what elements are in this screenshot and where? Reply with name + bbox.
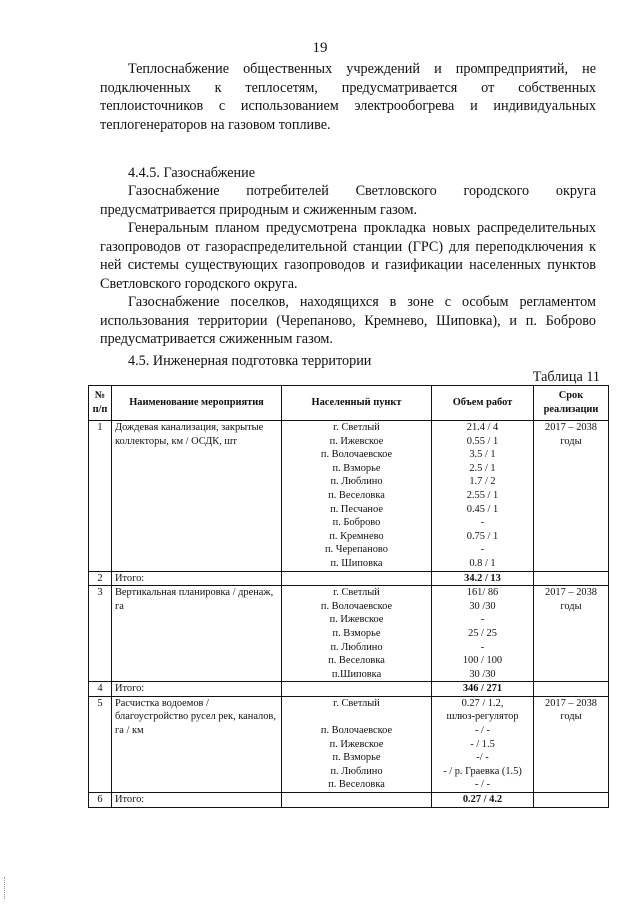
row-places bbox=[282, 586, 432, 682]
cell-line: г. Светлый bbox=[333, 587, 380, 599]
row-num: 1 bbox=[89, 421, 112, 572]
header-name: Наименование мероприятия bbox=[112, 386, 282, 421]
row-term bbox=[534, 571, 609, 586]
cell-line: п. Ижевское bbox=[329, 738, 384, 750]
row-name: Расчистка водоемов / благоустройство русел рек, каналов, га / км bbox=[112, 696, 282, 792]
header-volume: Объем работ bbox=[432, 386, 534, 421]
cell-line: шлюз-регулятор bbox=[446, 711, 519, 723]
cell-line: - / - bbox=[474, 779, 490, 791]
row-total: 0.27 / 4.2 bbox=[432, 793, 534, 808]
cell-line: - bbox=[480, 641, 485, 653]
paragraph-settlements-gas: Газоснабжение поселков, находящихся в зоне с особым регламентом использования территории (Черепаново, Кремнево, Шиповка), и п. Боброво предусматривается сжиженным газом. bbox=[100, 294, 596, 347]
page-number: 19 bbox=[312, 40, 328, 56]
cell-line: 3.5 / 1 bbox=[469, 449, 496, 461]
row-term: 2017 – 2038 годы bbox=[534, 421, 609, 572]
header-term: Срок реализации bbox=[534, 386, 609, 421]
cell-line: 2.55 / 1 bbox=[466, 489, 499, 501]
table-row-total bbox=[89, 793, 609, 808]
row-name: Итого: bbox=[112, 793, 282, 808]
row-term bbox=[534, 793, 609, 808]
cell-line: 0.45 / 1 bbox=[466, 503, 499, 515]
cell-line: п. Шиповка bbox=[330, 557, 383, 569]
cell-line: - bbox=[480, 614, 485, 626]
cell-line: 21.4 / 4 bbox=[466, 422, 499, 433]
row-term: 2017 – 2038 годы bbox=[534, 696, 609, 792]
row-num: 3 bbox=[89, 586, 112, 682]
row-num: 4 bbox=[89, 682, 112, 697]
cell-line: п. Песчаное bbox=[330, 503, 383, 515]
row-places bbox=[282, 571, 432, 586]
table-header-row bbox=[89, 386, 609, 421]
row-term: 2017 – 2038 годы bbox=[534, 586, 609, 682]
cell-line: - bbox=[480, 544, 485, 556]
table-row bbox=[89, 696, 609, 792]
cell-line: 0.27 / 1.2, bbox=[461, 697, 504, 709]
paragraph-heat-supply: Теплоснабжение общественных учреждений и промпредприятий, не подключенных к теплосетям, предусматривается от собственных теплоисточников с использованием электрообогрева и индивидуальных теплогенераторов на газовом топливе. bbox=[100, 61, 596, 133]
cell-line: п. Веселовка bbox=[328, 489, 385, 501]
row-name: Вертикальная планировка / дренаж, га bbox=[112, 586, 282, 682]
cell-line: - bbox=[480, 517, 485, 529]
cell-line: -/ - bbox=[476, 752, 489, 764]
row-places bbox=[282, 682, 432, 697]
row-name: Дождевая канализация, закрытые коллекторы, км / ОСДК, шт bbox=[112, 421, 282, 572]
cell-line: п. Волочаевское bbox=[320, 600, 393, 612]
table-row bbox=[89, 421, 609, 572]
margin-mark bbox=[4, 877, 8, 899]
row-total: 346 / 271 bbox=[432, 682, 534, 697]
cell-line: 30 /30 bbox=[469, 668, 496, 680]
cell-line: 2.5 / 1 bbox=[469, 462, 496, 474]
paragraph-gas-consumers: Газоснабжение потребителей Светловского городского округа предусматривается природным и сжиженным газом. bbox=[100, 183, 596, 218]
row-name: Итого: bbox=[112, 571, 282, 586]
row-volumes bbox=[432, 421, 534, 572]
header-place: Населенный пункт bbox=[282, 386, 432, 421]
cell-line: 161/ 86 bbox=[466, 587, 499, 599]
cell-line: - / 1.5 bbox=[470, 738, 495, 750]
cell-line: п. Боброво bbox=[332, 517, 381, 529]
cell-line: п. Волочаевское bbox=[320, 449, 393, 461]
engineering-table bbox=[88, 385, 609, 808]
cell-line: г. Светлый bbox=[333, 422, 380, 433]
cell-line: п. Ижевское bbox=[329, 435, 384, 447]
cell-line: г. Светлый bbox=[333, 697, 380, 709]
cell-line: п. Веселовка bbox=[328, 779, 385, 791]
row-places bbox=[282, 696, 432, 792]
row-places bbox=[282, 421, 432, 572]
section-heading-engineering: 4.5. Инженерная подготовка территории bbox=[128, 353, 372, 369]
paragraph-general-plan: Генеральным планом предусмотрена прокладка новых распределительных газопроводов от газораспределительной станции (ГРС) для переподключения к ней системы существующих газопроводов и газификации населенных пунктов Светловского городского округа. bbox=[100, 220, 596, 292]
cell-line: п. Взморье bbox=[332, 752, 381, 764]
cell-line: п.Шиповка bbox=[331, 668, 382, 680]
cell-line: п. Черепаново bbox=[325, 544, 388, 556]
cell-line: п. Взморье bbox=[332, 627, 381, 639]
cell-line: п. Люблино bbox=[330, 476, 383, 488]
cell-line bbox=[285, 710, 428, 724]
cell-line: п. Люблино bbox=[330, 641, 383, 653]
cell-line: 0.8 / 1 bbox=[469, 557, 496, 569]
row-num: 6 bbox=[89, 793, 112, 808]
row-num: 5 bbox=[89, 696, 112, 792]
row-volumes bbox=[432, 586, 534, 682]
cell-line: 25 / 25 bbox=[468, 627, 497, 639]
row-total: 34.2 / 13 bbox=[432, 571, 534, 586]
cell-line: - / - bbox=[474, 725, 490, 737]
header-num: № п/п bbox=[89, 386, 112, 421]
row-num: 2 bbox=[89, 571, 112, 586]
cell-line: п. Веселовка bbox=[328, 655, 385, 667]
cell-line: 0.75 / 1 bbox=[466, 530, 499, 542]
cell-line: 1.7 / 2 bbox=[469, 476, 496, 488]
cell-line: 0.55 / 1 bbox=[466, 435, 499, 447]
row-places bbox=[282, 793, 432, 808]
section-heading-gas-supply: 4.4.5. Газоснабжение bbox=[128, 165, 256, 181]
table-caption: Таблица 11 bbox=[532, 369, 600, 385]
row-name: Итого: bbox=[112, 682, 282, 697]
cell-line: 100 / 100 bbox=[462, 655, 503, 667]
cell-line: 30 /30 bbox=[469, 600, 496, 612]
cell-line: п. Взморье bbox=[332, 462, 381, 474]
table-row-total bbox=[89, 571, 609, 586]
table-row-total bbox=[89, 682, 609, 697]
cell-line: п. Люблино bbox=[330, 765, 383, 777]
row-term bbox=[534, 682, 609, 697]
cell-line: п. Волочаевское bbox=[320, 725, 393, 737]
cell-line: - / р. Граевка (1.5) bbox=[443, 765, 522, 777]
row-volumes bbox=[432, 696, 534, 792]
table-row bbox=[89, 586, 609, 682]
cell-line: п. Ижевское bbox=[329, 614, 384, 626]
cell-line: п. Кремнево bbox=[329, 530, 384, 542]
